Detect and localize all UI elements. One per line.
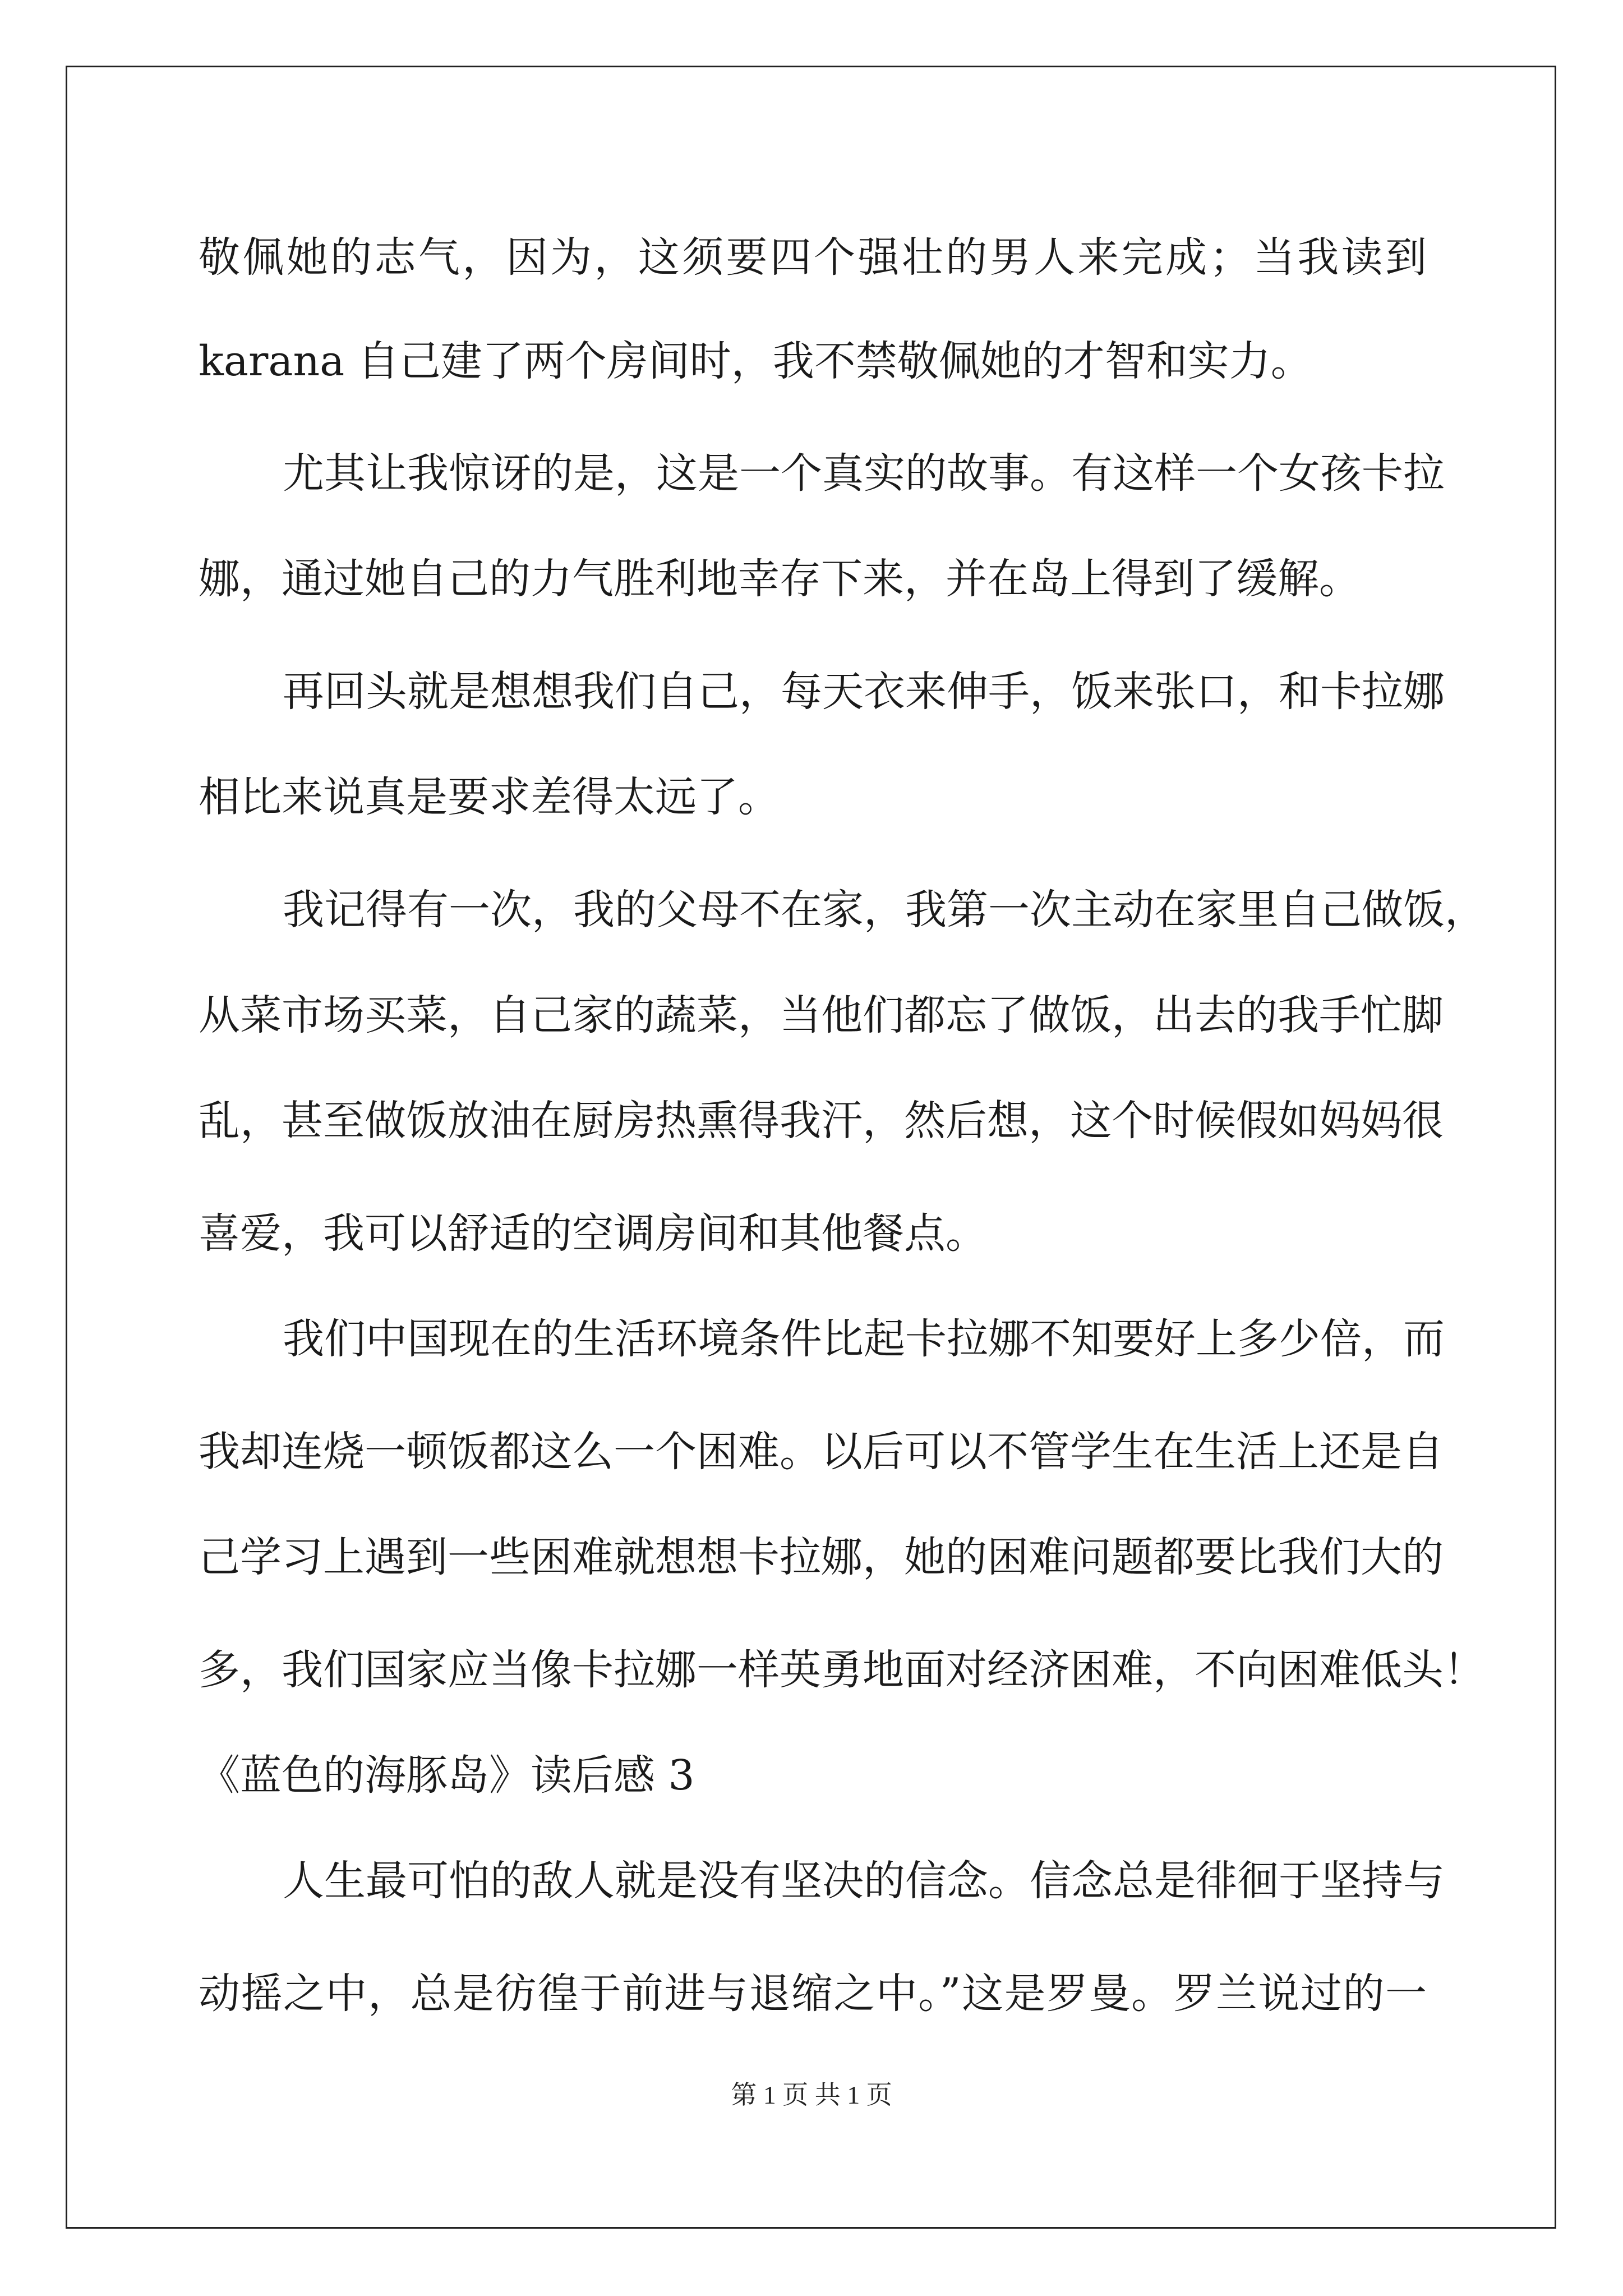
- page-number-footer: 第 1 页 共 1 页: [731, 2081, 892, 2109]
- text-line: 乱，甚至做饭放油在厨房热熏得我汗，然后想，这个时候假如妈妈很: [199, 1097, 1444, 1145]
- text-line: 再回头就是想想我们自己，每天衣来伸手，饭来张口，和卡拉娜: [283, 668, 1445, 716]
- text-line: 人生最可怕的敌人就是没有坚决的信念。信念总是徘徊于坚持与: [283, 1857, 1445, 1905]
- text-line: 己学习上遇到一些困难就想想卡拉娜，她的困难问题都要比我们大的: [199, 1533, 1444, 1581]
- text-line: 敬佩她的志气，因为，这须要四个强壮的男人来完成；当我读到: [199, 233, 1427, 282]
- text-line: 我记得有一次，我的父母不在家，我第一次主动在家里自己做饭，: [283, 886, 1486, 934]
- text-line: 多，我们国家应当像卡拉娜一样英勇地面对经济困难，不向困难低头！: [199, 1646, 1485, 1694]
- text-line: 动摇之中，总是彷徨于前进与退缩之中。”这是罗曼。罗兰说过的一: [199, 1970, 1427, 2018]
- text-line: 喜爱，我可以舒适的空调房间和其他餐点。: [199, 1209, 987, 1258]
- text-line: 我却连烧一顿饭都这么一个困难。以后可以不管学生在生活上还是自: [199, 1428, 1444, 1476]
- text-line: 我们中国现在的生活环境条件比起卡拉娜不知要好上多少倍，而: [283, 1315, 1445, 1363]
- text-line: 尤其让我惊讶的是，这是一个真实的故事。有这样一个女孩卡拉: [283, 449, 1445, 498]
- section-heading: 《蓝色的海豚岛》读后感 3: [199, 1751, 695, 1800]
- text-line: 娜，通过她自己的力气胜利地幸存下来，并在岛上得到了缓解。: [199, 555, 1361, 603]
- text-line: 相比来说真是要求差得太远了。: [199, 773, 780, 821]
- text-line: 从菜市场买菜，自己家的蔬菜，当他们都忘了做饭，出去的我手忙脚: [199, 991, 1444, 1039]
- text-line: karana 自己建了两个房间时，我不禁敬佩她的才智和实力。: [199, 337, 1312, 385]
